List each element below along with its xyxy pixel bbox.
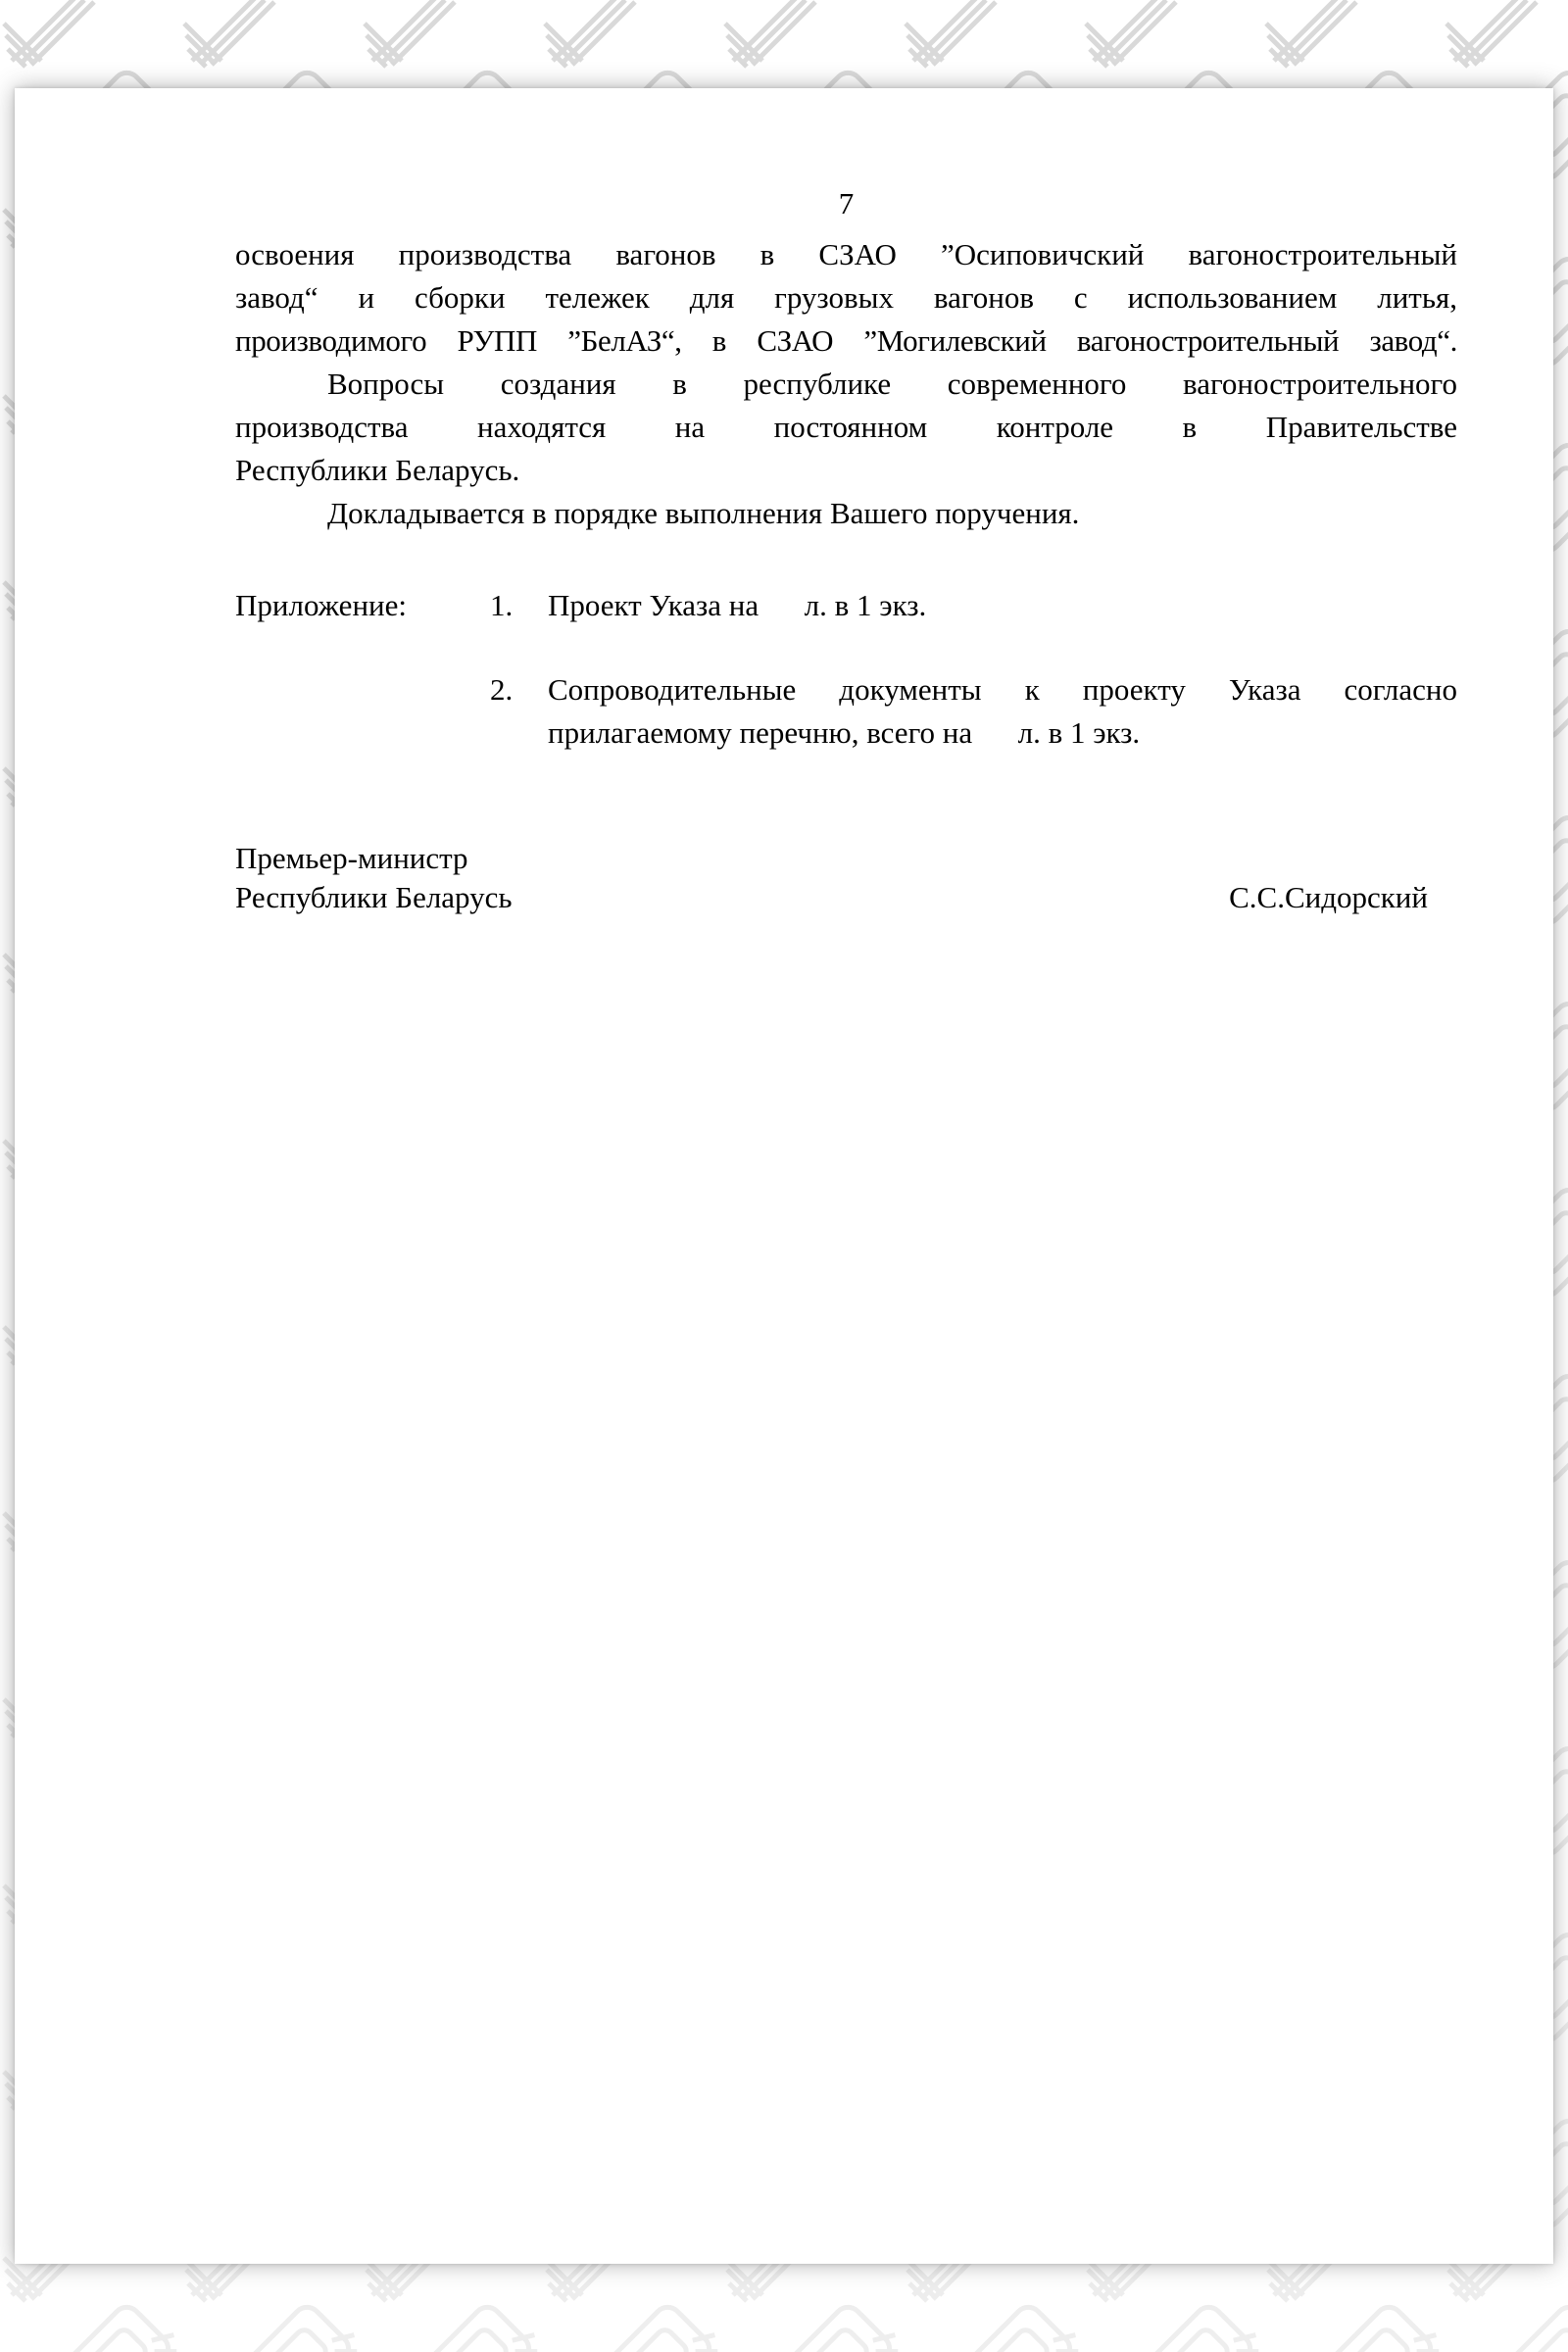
body-line: производимого РУПП ”БелАЗ“, в СЗАО ”Могилевский вагоностроительный завод“. xyxy=(235,323,1457,358)
body-line: Докладывается в порядке выполнения Вашего поручения. xyxy=(327,496,1080,530)
body-line: освоения производства вагонов в СЗАО ”Осиповичский вагоностроительный xyxy=(235,237,1457,271)
attachment-item-1 xyxy=(235,584,1457,627)
signature-block xyxy=(235,839,1457,917)
paragraph-2 xyxy=(235,363,1457,492)
signature-title xyxy=(235,839,513,917)
attachment-label: Приложение: xyxy=(235,588,407,622)
body-line: Вопросы создания в республике современного вагоностроительного xyxy=(327,367,1457,401)
page-number: 7 xyxy=(838,186,855,220)
body-line: прилагаемому перечню, всего на л. в 1 экз. xyxy=(548,715,1141,750)
body-line: Республики Беларусь. xyxy=(235,453,520,487)
body-line: Сопроводительные документы к проекту Указа согласно xyxy=(548,672,1457,707)
signature-title-line: Премьер-министр xyxy=(235,841,468,875)
body-line: завод“ и сборки тележек для грузовых вагонов с использованием литья, xyxy=(235,280,1457,315)
attachment-label-spacer xyxy=(235,668,490,755)
attachment-item-text: Проект Указа на л. в 1 экз. xyxy=(548,588,927,622)
attachment-item-number: 1. xyxy=(490,588,514,622)
attachment-item-text xyxy=(548,668,1457,755)
body-line: производства находятся на постоянном контроле в Правительстве xyxy=(235,410,1457,444)
signature-name: С.С.Сидорский xyxy=(1229,880,1428,914)
paragraph-1 xyxy=(235,233,1457,363)
page-content xyxy=(15,88,1553,917)
attachment-item-number: 2. xyxy=(490,672,514,707)
signature-title-line: Республики Беларусь xyxy=(235,880,513,914)
attachment-item-2 xyxy=(235,668,1457,755)
paragraph-3 xyxy=(235,492,1457,535)
document-page xyxy=(15,88,1553,2264)
